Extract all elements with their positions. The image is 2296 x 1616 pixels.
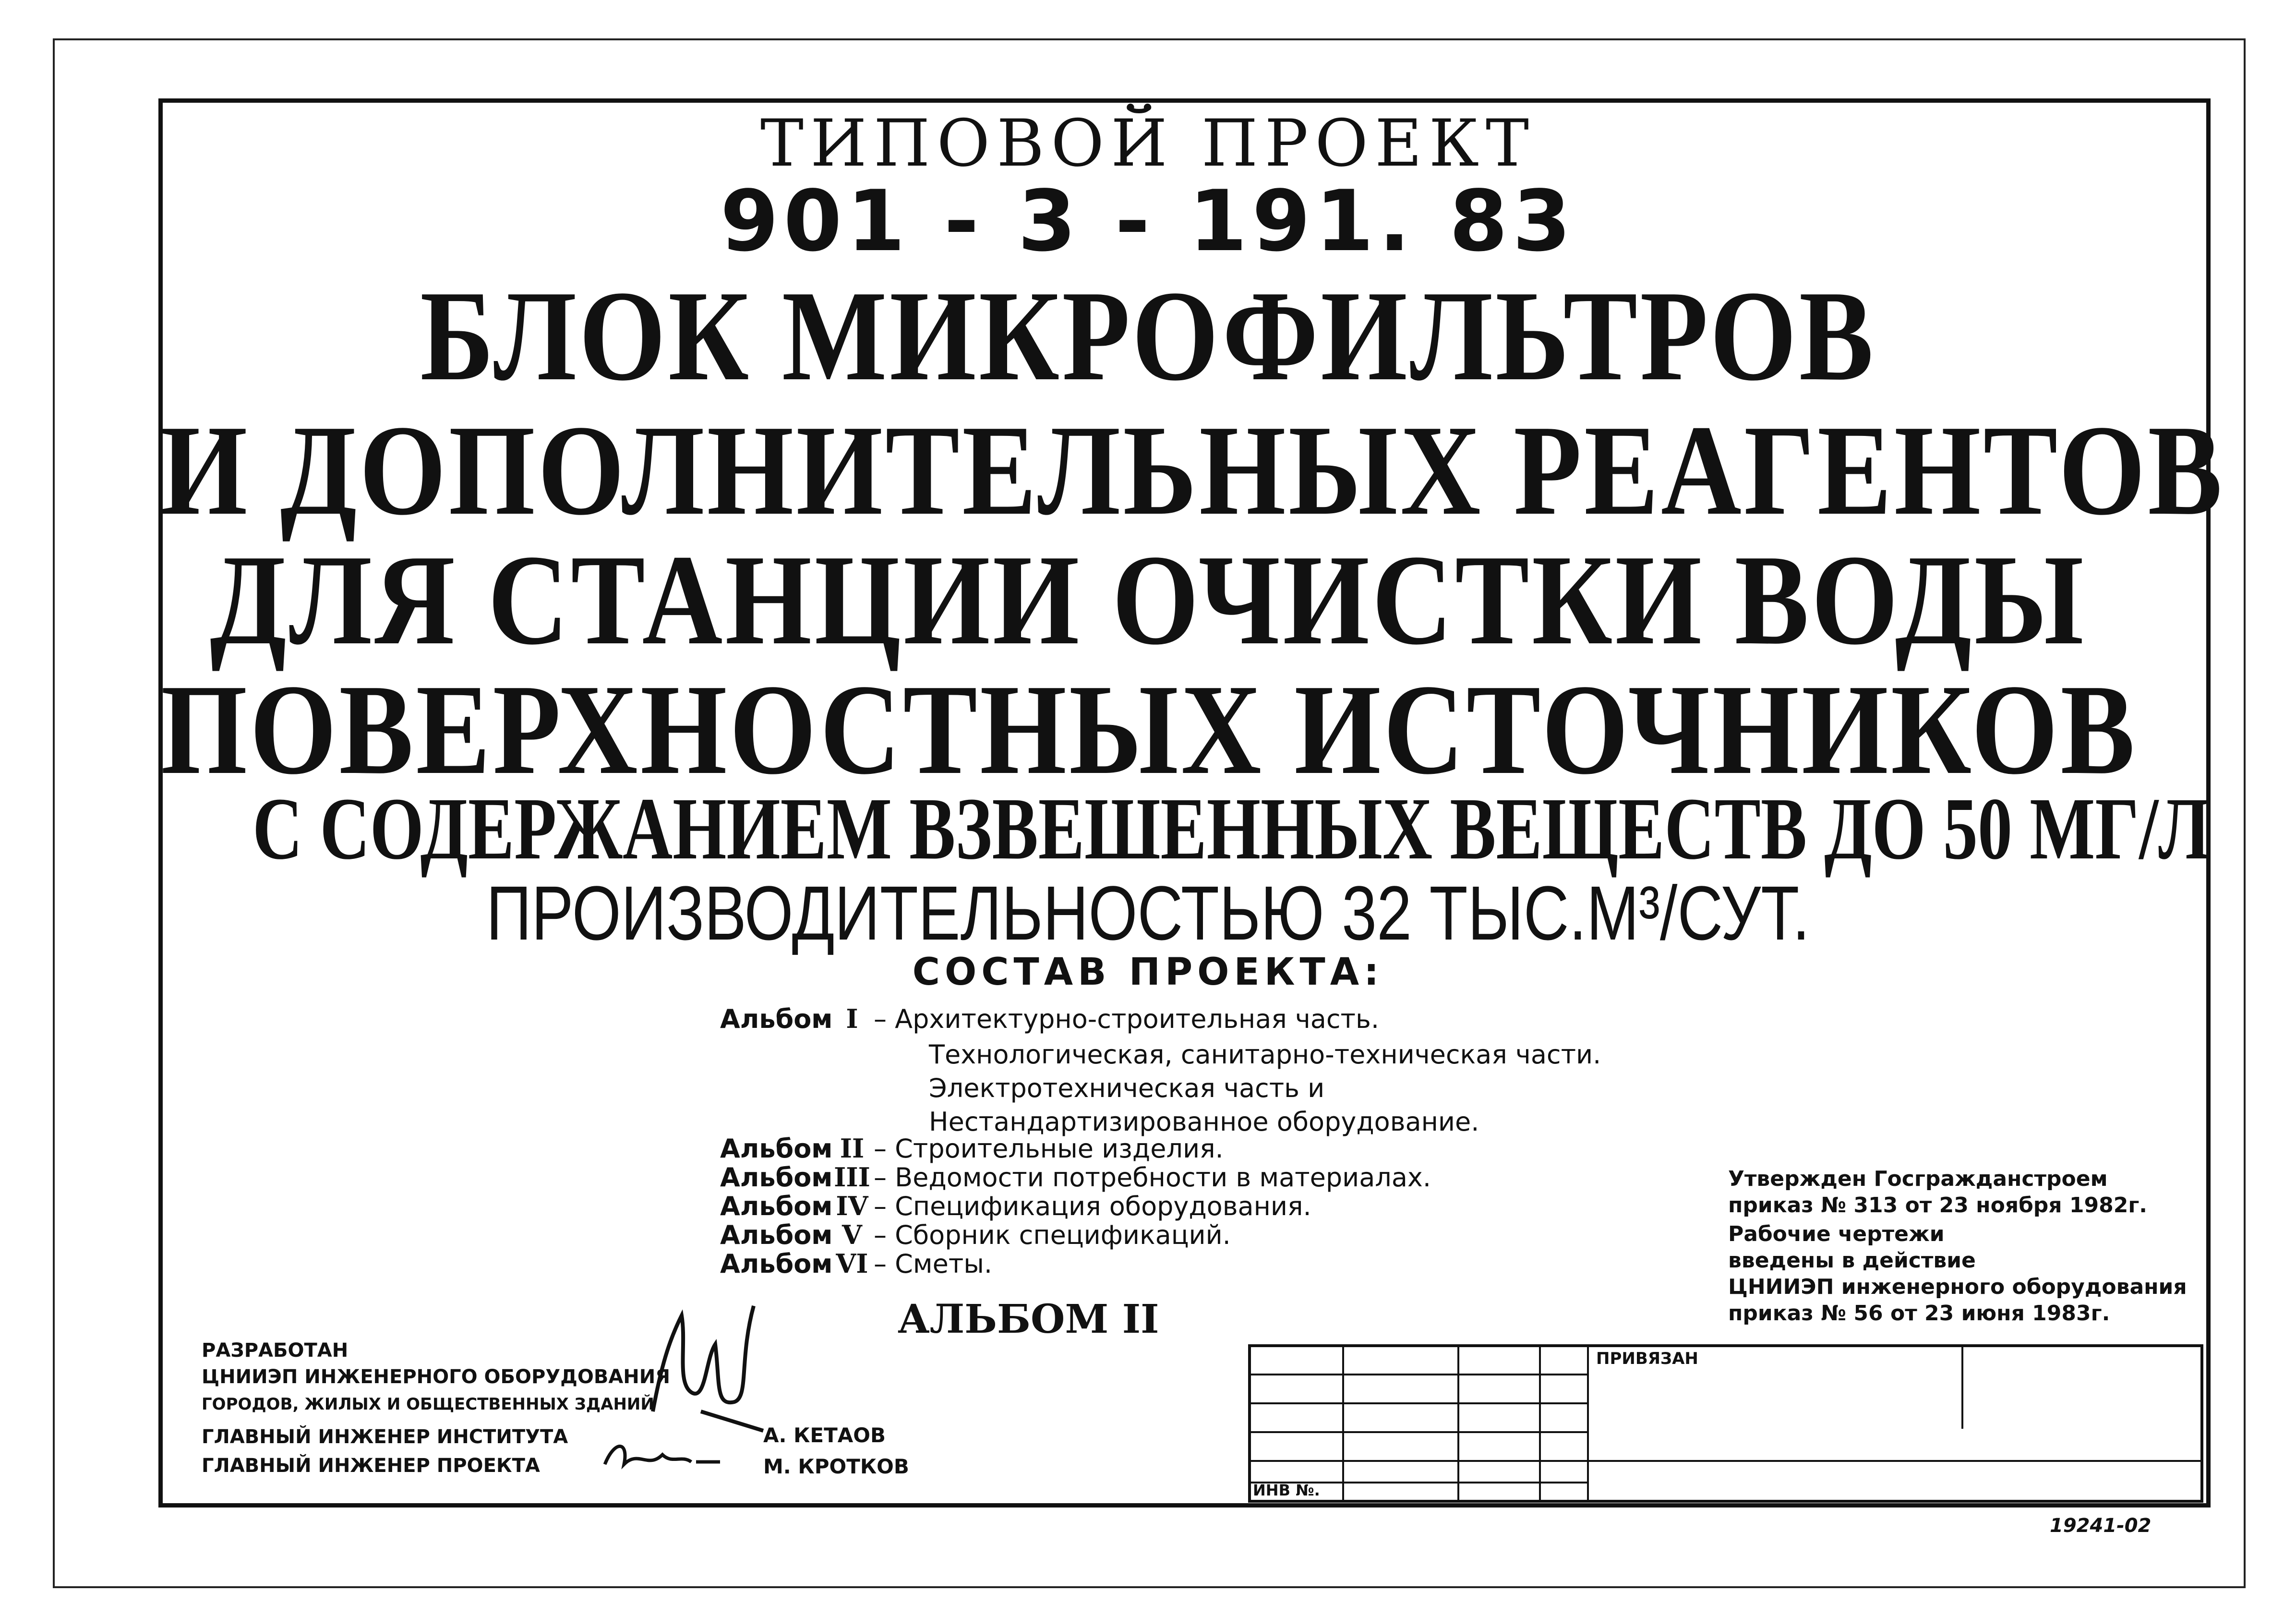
project-number: 901 - 3 - 191. 83: [720, 173, 1576, 270]
album-key: Альбом: [720, 1004, 833, 1034]
signature-2: [600, 1435, 725, 1479]
stamp-row-line: [1251, 1431, 1587, 1433]
developer-line-1: РАЗРАБОТАН: [202, 1339, 349, 1362]
stamp-col-line: [1539, 1347, 1541, 1500]
album-dash: –: [874, 1191, 887, 1221]
approval-line-3: Рабочие чертежи: [1728, 1222, 1945, 1246]
composition-heading: СОСТАВ ПРОЕКТА:: [912, 951, 1384, 994]
title-line-capacity: ПРОИЗВОДИТЕЛЬНОСТЬЮ 32 ТЫС.М³/СУТ.: [486, 870, 1810, 956]
chief-engineer-institute-name: А. КЕТАОВ: [763, 1423, 886, 1447]
album-num: IV: [836, 1191, 868, 1221]
album-dash: –: [874, 1249, 887, 1279]
album-dash: –: [874, 1162, 887, 1193]
stamp-col-line: [1961, 1347, 1963, 1429]
stamp-col-line: [1342, 1347, 1344, 1500]
album-desc: Сметы.: [895, 1249, 993, 1279]
album-1-cont-2: Электротехническая часть и: [929, 1073, 1325, 1103]
stamp-col-line: [1457, 1347, 1459, 1500]
album-row-1: [720, 1003, 1379, 1034]
sheet-number: 19241-02: [2050, 1515, 2152, 1537]
album-1-cont-3: Нестандартизированное оборудование.: [929, 1107, 1479, 1137]
album-row-3: [720, 1162, 1431, 1193]
title-line-suspended-solids: С СОДЕРЖАНИЕМ ВЗВЕШЕННЫХ ВЕЩЕСТВ ДО 50 МГ/Л: [252, 780, 2210, 878]
chief-engineer-project-name: М. КРОТКОВ: [763, 1455, 909, 1478]
stamp-bound-label: ПРИВЯЗАН: [1596, 1349, 1698, 1368]
approval-line-5: ЦНИИЭП инженерного оборудования: [1728, 1275, 2187, 1299]
developer-line-3: ГОРОДОВ, ЖИЛЫХ И ОБЩЕСТВЕННЫХ ЗДАНИЙ: [202, 1395, 654, 1414]
stamp-table: [1248, 1344, 2203, 1503]
developer-line-5: ГЛАВНЫЙ ИНЖЕНЕР ПРОЕКТА: [202, 1455, 540, 1477]
approval-line-4: введены в действие: [1728, 1248, 1976, 1273]
album-dash: –: [874, 1004, 887, 1034]
album-num: V: [842, 1219, 862, 1250]
album-key: Альбом: [720, 1249, 833, 1279]
stamp-row-line: [1251, 1402, 1587, 1404]
album-desc: Архитектурно-строительная часть.: [895, 1004, 1380, 1034]
album-1-cont-1: Технологическая, санитарно-техническая части.: [929, 1039, 1601, 1070]
album-dash: –: [874, 1134, 887, 1164]
album-row-5: [720, 1219, 1231, 1250]
album-desc: Ведомости потребности в материалах.: [895, 1162, 1431, 1193]
signature-1: [643, 1287, 787, 1445]
stamp-row-line: [1251, 1374, 1587, 1375]
album-key: Альбом: [720, 1191, 833, 1221]
approval-line-1: Утвержден Госгражданстроем: [1728, 1167, 2108, 1191]
album-num: I: [846, 1003, 858, 1034]
stamp-inv-label: ИНВ №.: [1253, 1481, 1320, 1499]
album-num: VI: [836, 1248, 868, 1279]
approval-line-2: приказ № 313 от 23 ноября 1982г.: [1728, 1193, 2148, 1218]
album-num: III: [834, 1162, 870, 1193]
stamp-row-line: [1251, 1460, 2203, 1462]
developer-line-2: ЦНИИЭП ИНЖЕНЕРНОГО ОБОРУДОВАНИЯ: [202, 1366, 671, 1388]
project-type-label: ТИПОВОЙ ПРОЕКТ: [760, 106, 1536, 181]
album-mark: АЛЬБОМ II: [898, 1296, 1159, 1342]
album-key: Альбом: [720, 1220, 833, 1250]
stamp-col-line: [1587, 1347, 1589, 1500]
album-desc: Сборник спецификаций.: [895, 1220, 1231, 1250]
title-line-2: И ДОПОЛНИТЕЛЬНЫХ РЕАГЕНТОВ: [160, 398, 2225, 542]
title-line-1: БЛОК МИКРОФИЛЬТРОВ: [420, 264, 1876, 408]
album-desc: Спецификация оборудования.: [895, 1191, 1311, 1221]
developer-line-4: ГЛАВНЫЙ ИНЖЕНЕР ИНСТИТУТА: [202, 1426, 568, 1448]
album-key: Альбом: [720, 1134, 833, 1164]
album-row-6: [720, 1248, 992, 1279]
album-row-4: [720, 1191, 1311, 1221]
approval-line-6: приказ № 56 от 23 июня 1983г.: [1728, 1301, 2110, 1326]
album-dash: –: [874, 1220, 887, 1250]
album-num: II: [840, 1133, 865, 1164]
title-line-4: ПОВЕРХНОСТНЫХ ИСТОЧНИКОВ: [160, 658, 2138, 801]
title-line-3: ДЛЯ СТАНЦИИ ОЧИСТКИ ВОДЫ: [210, 528, 2086, 672]
album-row-2: [720, 1133, 1224, 1164]
album-key: Альбом: [720, 1162, 833, 1193]
album-desc: Строительные изделия.: [895, 1134, 1224, 1164]
